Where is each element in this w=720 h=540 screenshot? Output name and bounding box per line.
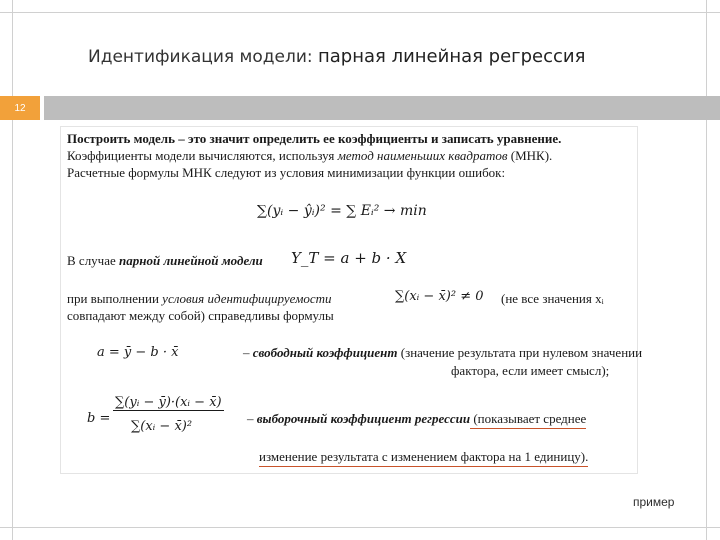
paragraph-task: Построить модель – это значит определить ее коэффициенты и записать уравнение.: [67, 131, 562, 146]
grid-line: [12, 0, 13, 540]
slope-term: выборочный коэффициент регрессии: [256, 411, 471, 426]
condition-note: (не все значения xᵢ: [501, 291, 604, 306]
formula-model: Y_T = a + b · X: [291, 249, 407, 267]
paragraph-formulas: Расчетные формулы МНК следуют из условия минимизации функции ошибок:: [67, 165, 506, 180]
intercept-term: свободный коэффициент: [252, 345, 398, 360]
text: В случае: [67, 253, 120, 268]
condition-term: условия идентифицируемости: [162, 291, 332, 306]
grid-line: [0, 12, 720, 13]
intercept-description-cont: фактора, если имеет смысл);: [451, 363, 610, 378]
paragraph-condition: [67, 291, 332, 307]
slope-description: [247, 411, 586, 427]
header-band: [44, 96, 720, 120]
text: (МНК).: [507, 148, 553, 163]
method-term: метод наименьших квадратов: [337, 148, 508, 163]
text: Коэффициенты модели вычисляются, используя: [67, 148, 338, 163]
slope-note-cont: изменение результата с изменением фактора на 1 единицу).: [259, 449, 588, 467]
paragraph-valid: совпадают между собой) справедливы формулы: [67, 308, 334, 323]
content-panel: [60, 126, 643, 474]
text: –: [243, 345, 253, 360]
text: –: [247, 411, 257, 426]
text: (значение результата при нулевом значении: [397, 345, 643, 360]
slope-note: (показывает среднее: [470, 411, 586, 429]
formula-slope-numerator: ∑(yᵢ − ȳ)·(xᵢ − x̄): [115, 395, 222, 410]
formula-slope-denominator: ∑(xᵢ − x̄)²: [131, 419, 193, 434]
formula-slope-lhs: b =: [87, 411, 111, 426]
slope-description-cont: [259, 449, 588, 465]
formula-intercept: a = ȳ − b · x̄: [97, 345, 179, 360]
slide-number: 12: [0, 96, 40, 120]
example-link[interactable]: пример: [633, 495, 675, 509]
text: при выполнении: [67, 291, 163, 306]
formula-least-squares: ∑(yᵢ − ŷᵢ)² = ∑ Eᵢ² → min: [257, 203, 427, 219]
grid-line: [0, 527, 720, 528]
page-title: [88, 46, 585, 67]
grid-line: [706, 0, 707, 540]
model-term: парной линейной модели: [119, 253, 263, 268]
intercept-description: [243, 345, 642, 361]
formula-condition: ∑(xᵢ − x̄)² ≠ 0: [395, 289, 484, 304]
title-prefix: Идентификация модели:: [88, 47, 318, 67]
paragraph-pair-model: [67, 253, 263, 269]
title-accent: парная линейная регрессия: [318, 46, 586, 67]
paragraph-method: [67, 148, 552, 164]
